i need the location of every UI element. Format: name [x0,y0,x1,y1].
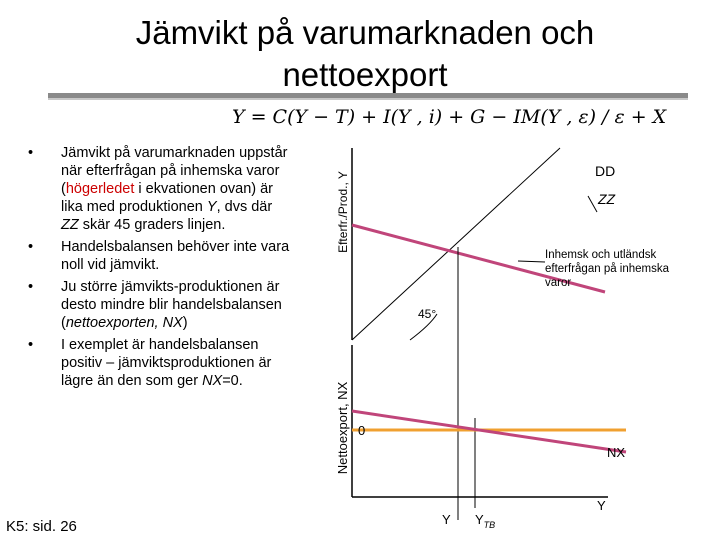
bullet-text: NX [202,373,223,389]
bullet-text: Handelsbalansen behöver inte vara noll vid jämvikt. [61,239,290,273]
bullet-text: Ju större jämvikts-produktionen är desto mindre blir handelsbalansen ( [61,279,282,331]
bullet-text: Y [206,199,217,215]
y-axis-label-bottom: Nettoexport, NX [335,381,350,475]
zz-label-pointer [588,196,597,212]
dd-label: DD [595,163,616,179]
zz-label: ZZ [598,191,616,207]
bullet-text: skär 45 graders linjen. [78,217,226,233]
demand-equation: Y = C(Y − T) + I(Y , i) + G − IM(Y , ε) / ε + X [232,106,667,128]
demand-annotation [545,249,672,289]
top-panel [336,148,672,520]
y-axis-label-top: Efterfr./Prod., Y [336,171,350,253]
bullet-text: Jämvikt på varumarknaden uppstår när efterfrågan på inhemska varor ( [61,145,288,197]
trade-balance-output-main: Y [475,512,484,527]
highlighted-text: högerledet [65,181,135,197]
dd-line [352,148,560,340]
bullet-text: I exemplet är handelsbalansen positiv – jämviktsproduktionen är lägre än den som ger [61,337,272,389]
slide-title: Jämvikt på varumarknaden och nettoexport [135,14,595,93]
bullet-marker: • [28,145,34,161]
angle-label: 45° [418,307,437,321]
bullet-text: , dvs där [216,199,273,215]
annotation-line-1: Inhemsk och utländsk [545,249,657,261]
equilibrium-output-label: Y [442,512,451,527]
trade-balance-output-label [475,512,495,530]
trade-balance-output-subscript: TB [483,520,496,530]
page-reference: K5: sid. 26 [6,518,77,535]
bullet-text: nettoexporten, NX [65,315,183,331]
bottom-panel [335,345,626,530]
annotation-pointer [518,261,545,262]
bullet-text: i ekvationen ovan) är lika med produktionen [61,181,274,215]
annotation-line-3: varor [545,277,572,289]
annotation-line-2: efterfrågan på inhemska [545,263,670,275]
bullet-text: =0. [222,373,243,389]
x-axis-label: Y [597,498,606,513]
bullet-marker: • [28,279,34,295]
bullet-text: ) [182,315,188,331]
bullet-marker: • [28,337,34,353]
zero-label: 0 [358,423,366,438]
nx-label: NX [607,445,626,460]
bullet-marker: • [28,239,34,255]
bullet-text: ZZ [61,217,79,233]
